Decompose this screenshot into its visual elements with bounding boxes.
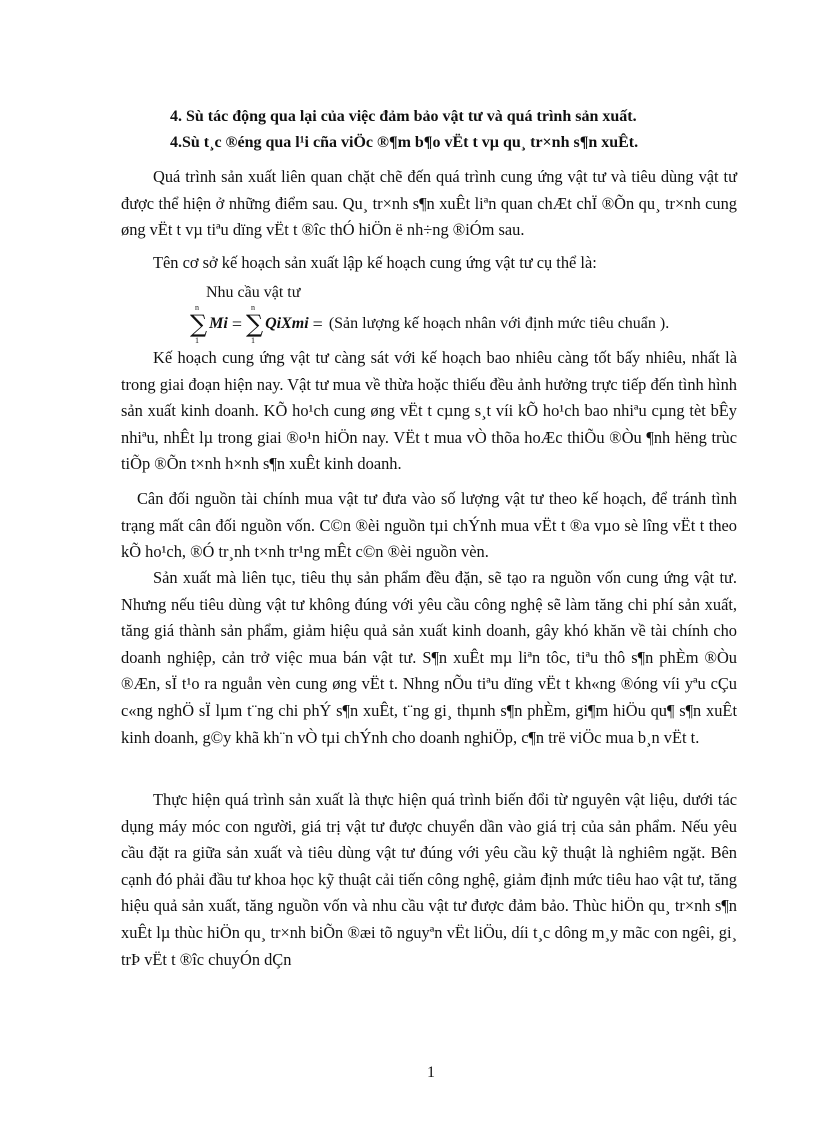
material-need-label: Nhu cầu vật tư	[206, 284, 301, 301]
sum-upper-limit: n	[250, 303, 255, 312]
paragraph-financial-balance: Cân đối nguồn tài chính mua vật tư đưa vào số lượng vật tư theo kế hoạch, để tránh tình trạng mất cân đối nguồn vốn. C©n ®èi nguồn tµi chÝnh mua vËt t ®a vµo sè lîng vËt t theo kÕ ho¹ch, ®Ó tr¸nh t×nh tr¹ng mÊt c©n ®èi nguồn vèn.	[121, 489, 737, 562]
paragraph-continuous-production: Sản xuất mà liên tục, tiêu thụ sản phẩm đều đặn, sẽ tạo ra nguồn vốn cung ứng vật tư. Nhưng nếu tiêu dùng vật tư không đúng với yêu cầu công nghệ sẽ làm tăng chi phí sản xuất, tăng giá thành sản phẩm, giảm hiệu quả sản xuất kinh doanh, gây khó khăn về tài chính cho doanh nghiệp, cản trở việc mua bán vật tư. S¶n xuÊt mµ liªn tôc, tiªu thô s¶n phÈm ®Òu ®Æn, sÏ t¹o ra nguån vèn cung øng vËt t. Nhng nÕu tiªu dïng vËt t kh«ng ®óng víi yªu cÇu c«ng nghÖ sÏ lµm t¨ng chi phÝ s¶n xuÊt, t¨ng gi¸ thµnh s¶n phÈm, gi¶m hiÖu qu¶ s¶n xuÊt kinh doanh, g©y khã kh¨n vÒ tµi chÝnh cho doanh nghiÖp, c¶n trë viÖc mua b¸n vËt t.	[121, 568, 737, 747]
formula-note: (Sản lượng kế hoạch nhân với định mức tiêu chuẩn ).	[328, 315, 670, 332]
paragraph-supply-plan: Kế hoạch cung ứng vật tư càng sát với kế hoạch bao nhiêu càng tốt bấy nhiêu, nhất là trong giai đoạn hiện nay. Vật tư mua về thừa hoặc thiếu đều ảnh hưởng trực tiếp đến tình hình sản xuất kinh doanh. KÕ ho¹ch cung øng vËt t cµng s¸t víi kÕ ho¹ch bao nhiªu cµng tèt bÊy nhiªu, nhÊt lµ trong giai ®o¹n hiÖn nay. VËt t mua vÒ thõa hoÆc thiÕu ®Òu ¶nh hëng trùc tiÕp ®Õn t×nh h×nh s¶n xuÊt kinh doanh.	[121, 348, 737, 474]
formula-intro-text: Tên cơ sở kế hoạch sản xuất lập kế hoạch cung ứng vật tư cụ thể là:	[153, 253, 597, 272]
summation-symbol: ∑ n 1	[245, 303, 264, 345]
section-heading: 4. Sù tác động qua lại của việc đảm bảo vật tư và quá trình sản xuất.	[170, 108, 637, 125]
paragraph-production-process: Thực hiện quá trình sản xuất là thực hiện quá trình biến đổi từ nguyên vật liệu, dưới tác dụng máy móc con người, giá trị vật tư được chuyển dần vào giá trị của sản phẩm. Nếu yêu cầu đặt ra giữa sản xuất và tiêu dùng vật tư đúng với yêu cầu kỹ thuật là nghiêm ngặt. Bên cạnh đó phải đầu tư khoa học kỹ thuật cải tiến công nghệ, giảm định mức tiêu hao vật tư, tăng hiệu quả sản xuất, tăng nguồn vốn và nhu cầu vật tư được đảm bảo. Thùc hiÖn qu¸ tr×nh s¶n xuÊt lµ thùc hiÖn qu¸ tr×nh biÕn ®æi tõ nguyªn vËt liÖu, díi t¸c dông m¸y mãc con ngêi, gi¸ trÞ vËt t ®îc chuyÓn dÇn	[121, 790, 737, 969]
formula-equals: =	[231, 313, 242, 334]
summation-symbol: ∑ n 1	[190, 303, 208, 345]
material-need-formula	[190, 303, 670, 345]
sum-lower-limit: 1	[250, 336, 255, 345]
sum-lower-limit: 1	[195, 336, 199, 345]
formula-lhs: Mi	[209, 315, 228, 332]
formula-equals: =	[312, 313, 323, 334]
sum-upper-limit: n	[195, 303, 199, 312]
formula-rhs: QiXmi	[265, 315, 309, 332]
page-number: 1	[427, 1064, 435, 1081]
paragraph-production-supply-relation: Quá trình sản xuất liên quan chặt chẽ đến quá trình cung ứng vật tư và tiêu dùng vật tư được thể hiện ở những điểm sau. Qu¸ tr×nh s¶n xuÊt liªn quan chÆt chÏ ®Õn qu¸ tr×nh cung øng vËt t vµ tiªu dïng vËt t ®îc thÓ hiÖn ë nh÷ng ®iÓm sau.	[121, 167, 737, 240]
section-heading-legacy-encoding: 4.Sù t¸c ®éng qua l¹i cña viÖc ®¶m b¶o vËt t vµ qu¸ tr×nh s¶n xuÊt.	[170, 134, 639, 151]
